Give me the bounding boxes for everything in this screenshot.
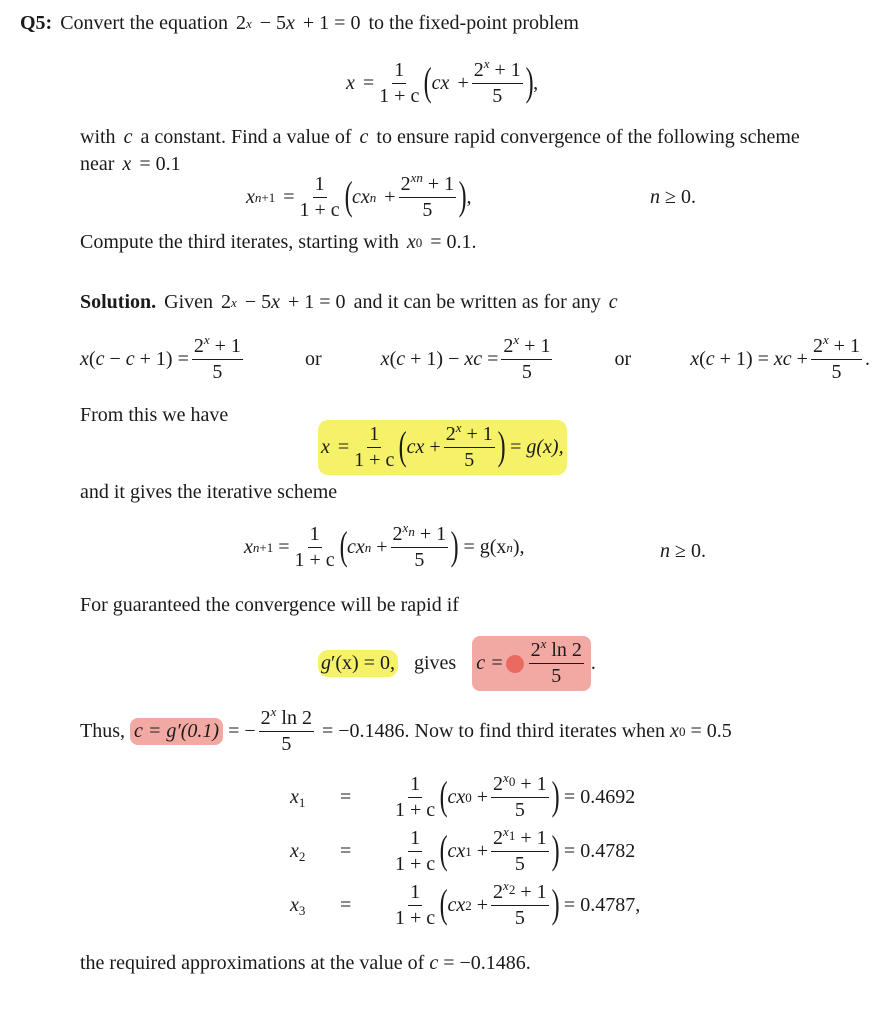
text: 2 bbox=[503, 335, 514, 357]
text: 1 + c bbox=[299, 199, 340, 221]
text: 1 bbox=[408, 826, 422, 852]
text: + 1 bbox=[524, 335, 551, 357]
text: x bbox=[483, 56, 490, 71]
text: + 1 bbox=[494, 59, 521, 81]
text: c bbox=[431, 72, 441, 94]
text: x bbox=[406, 231, 416, 253]
text: + 1 = 0 bbox=[288, 291, 346, 313]
text: 1 + c bbox=[294, 549, 335, 571]
c-value-line: Thus, c = g′(0.1) = − $\frac{2^x \ln 2}{5}$ = −0.1486. Now to find third iterates when x 0 = 0.5 bbox=[80, 704, 732, 755]
text: and it gives the iterative scheme bbox=[80, 481, 338, 503]
text: a constant. Find a value of bbox=[140, 126, 352, 148]
fraction bbox=[352, 422, 396, 473]
text: 1 bbox=[313, 172, 327, 198]
text: − bbox=[244, 720, 256, 742]
text: 5 bbox=[414, 549, 425, 571]
text: 5 bbox=[551, 665, 562, 687]
fraction bbox=[298, 172, 342, 223]
fraction bbox=[399, 172, 457, 223]
text: with bbox=[80, 126, 116, 148]
text: 1 + c bbox=[379, 85, 420, 107]
text: = bbox=[337, 436, 350, 458]
solution-label: Solution. bbox=[80, 291, 157, 313]
text: (x) = 0, bbox=[335, 652, 395, 674]
text: 5 bbox=[422, 199, 433, 221]
text: 2 bbox=[530, 639, 541, 661]
text: 1 bbox=[408, 772, 422, 798]
text: 1 + c bbox=[395, 907, 436, 929]
text: c bbox=[429, 952, 439, 974]
text: 2 bbox=[473, 59, 484, 81]
text: the required approximations at the value of bbox=[80, 952, 425, 974]
text-line: Compute the third iterates, starting with x 0 = 0.1. bbox=[80, 231, 477, 253]
n-condition: n ≥ 0. bbox=[660, 540, 706, 562]
text-line bbox=[80, 404, 228, 427]
rewritten-equations: x ( c − c + 1) = $\frac{2^x + 1}{5}$ or x ( c + 1) − xc = $\frac{2^x + 1}{5}$ or x ( c + 1) = xc + $\frac{2^x + 1}{5}$ . bbox=[80, 332, 870, 383]
text: g(x), bbox=[526, 436, 564, 458]
text: x bbox=[346, 72, 355, 94]
fraction: $\frac{2^x \ln 2}{5}$ bbox=[530, 636, 582, 687]
text: 1 + c bbox=[395, 853, 436, 875]
iterate-x2: $x_2$ = $\frac{1}{1 + c}$ ( cx 1 + $\frac{2^{x_1} + 1}{5}$ ) = 0.4782 bbox=[290, 824, 636, 875]
text: c = bbox=[476, 652, 504, 674]
text: ), bbox=[512, 536, 525, 558]
text: gives bbox=[413, 652, 457, 674]
iterative-scheme-g: x n+1 = $\frac{1}{1 + c}$ ( cx n + $\frac{2^{x_n} + 1}{5}$ ) = g(x n ), bbox=[244, 520, 525, 571]
text: + 1 bbox=[427, 173, 455, 195]
conclusion-line bbox=[80, 952, 531, 975]
n-condition bbox=[650, 186, 696, 209]
text: n bbox=[254, 189, 262, 205]
text: 1 bbox=[408, 880, 422, 906]
x1-value: = 0.4692 bbox=[563, 786, 636, 808]
text: and it can be written as for any bbox=[353, 291, 601, 313]
text: = 0.1. bbox=[430, 231, 477, 253]
text: 2 bbox=[400, 173, 411, 195]
text-line bbox=[80, 126, 800, 149]
text: 2 bbox=[221, 291, 232, 313]
text: c bbox=[123, 126, 133, 148]
text: 2 bbox=[235, 12, 246, 34]
text: 2 bbox=[260, 707, 271, 729]
fraction bbox=[293, 522, 337, 573]
text: Compute the third iterates, starting with bbox=[80, 231, 399, 253]
text: x bbox=[440, 72, 450, 94]
text: 2 bbox=[812, 335, 823, 357]
text: ln 2 bbox=[551, 639, 582, 661]
text: Convert the equation bbox=[60, 12, 228, 34]
text: 1 + c bbox=[395, 799, 436, 821]
text: For guaranteed the convergence will be rapid if bbox=[80, 594, 459, 616]
fraction bbox=[377, 58, 421, 109]
text: = bbox=[283, 186, 295, 208]
text: − 5 bbox=[259, 12, 287, 34]
text: c bbox=[359, 126, 369, 148]
text: x bbox=[245, 15, 252, 31]
text: 5 bbox=[514, 799, 525, 821]
text-line bbox=[80, 153, 181, 176]
text: x bbox=[286, 12, 295, 34]
text: 2 bbox=[445, 423, 456, 445]
fraction: $\frac{2^{x_n} + 1}{5}$ bbox=[392, 520, 447, 571]
question-label: Q5: bbox=[20, 12, 53, 34]
solution-intro bbox=[80, 291, 618, 314]
text: + 1 bbox=[833, 335, 860, 357]
x3-value: = 0.4787, bbox=[563, 894, 641, 916]
text: ln 2 bbox=[281, 707, 312, 729]
text: 2 bbox=[392, 523, 403, 545]
fraction: $\frac{2^x + 1}{5}$ bbox=[193, 332, 241, 383]
text: n bbox=[369, 189, 377, 205]
text: 1 bbox=[308, 522, 322, 548]
text: x bbox=[271, 291, 280, 313]
text: x bbox=[321, 436, 330, 458]
text: 5 bbox=[281, 733, 292, 755]
text: or bbox=[304, 348, 322, 370]
text: + bbox=[429, 436, 441, 458]
text: + 1 bbox=[214, 335, 241, 357]
fixed-point-equation: x = $\frac{1}{1 + c}$ ( c x + $\frac{2^x + 1}{5}$ ) , bbox=[346, 56, 539, 107]
text-line bbox=[80, 594, 459, 617]
text: x bbox=[246, 186, 255, 208]
text: 5 bbox=[492, 85, 503, 107]
fraction bbox=[472, 58, 523, 109]
text: or bbox=[614, 348, 632, 370]
fraction: $\frac{2^x + 1}{5}$ bbox=[503, 332, 551, 383]
text: = −0.1486. Now to find third iterates when bbox=[321, 720, 666, 742]
text: 1 bbox=[392, 58, 406, 84]
text: = 0.5 bbox=[690, 720, 732, 742]
text: c bbox=[608, 291, 618, 313]
fraction: $\frac{2^x + 1}{5}$ bbox=[445, 420, 493, 471]
text: Thus, bbox=[80, 720, 125, 742]
annotation-dot bbox=[506, 655, 524, 673]
text: 2 bbox=[193, 335, 204, 357]
text: Given bbox=[164, 291, 214, 313]
text: x bbox=[122, 153, 132, 175]
x2-value: = 0.4782 bbox=[563, 840, 636, 862]
text: 1 + c bbox=[354, 449, 395, 471]
text: 1 bbox=[367, 422, 381, 448]
text: n bbox=[650, 186, 660, 208]
iterate-x1: $x_1$ = $\frac{1}{1 + c}$ ( cx 0 + $\frac{2^{x_0} + 1}{5}$ ) = 0.4692 bbox=[290, 770, 636, 821]
text: = bbox=[362, 72, 375, 94]
text: 5 bbox=[514, 907, 525, 929]
text: 5 bbox=[212, 361, 223, 383]
text: = g(x bbox=[463, 536, 507, 558]
text: 5 bbox=[831, 361, 842, 383]
text: to ensure rapid convergence of the following scheme bbox=[376, 126, 800, 148]
text: = 0.1 bbox=[139, 153, 181, 175]
text: c = g′(0.1) bbox=[134, 720, 220, 742]
fraction: $\frac{2^x + 1}{5}$ bbox=[812, 332, 860, 383]
text: + 1 bbox=[466, 423, 493, 445]
text: From this we have bbox=[80, 404, 229, 426]
text: 5 bbox=[514, 853, 525, 875]
question-statement bbox=[20, 12, 579, 35]
text: x bbox=[231, 294, 237, 310]
text: c bbox=[352, 186, 361, 208]
text: + bbox=[457, 72, 469, 94]
iterate-x3: $x_3$ = $\frac{1}{1 + c}$ ( cx 2 + $\frac{2^{x_2} + 1}{5}$ ) = 0.4787, bbox=[290, 878, 641, 929]
text: + 1 = 0 bbox=[302, 12, 361, 34]
text: , bbox=[466, 186, 472, 208]
text: − 5 bbox=[244, 291, 272, 313]
text: = −0.1486. bbox=[443, 952, 531, 974]
text: x bbox=[410, 170, 417, 185]
text: + bbox=[384, 186, 396, 208]
text: to the fixed-point problem bbox=[368, 12, 579, 34]
text: n bbox=[416, 170, 423, 185]
text: near bbox=[80, 153, 115, 175]
fraction: $\frac{2^x \ln 2}{5}$ bbox=[260, 704, 312, 755]
text: ≥ 0. bbox=[675, 540, 706, 562]
text: + 1 bbox=[419, 523, 447, 545]
derivative-condition: g′(x) = 0, gives c = $\frac{2^x \ln 2}{5}$ . bbox=[318, 636, 596, 691]
text: = bbox=[510, 436, 522, 458]
highlighted-fixed-point: x = $\frac{1}{1 + c}$ ( cx + $\frac{2^x + 1}{5}$ ) = g(x), bbox=[318, 420, 567, 475]
text-line bbox=[80, 481, 337, 504]
text: x bbox=[360, 186, 370, 208]
text: , bbox=[533, 72, 539, 94]
iterative-scheme-equation: x n+1 = $\frac{1}{1 + c}$ ( c x n + $\frac{2^{xn} + 1}{5}$ ) , bbox=[246, 170, 472, 221]
text: ≥ 0. bbox=[665, 186, 696, 208]
text: . bbox=[590, 652, 596, 674]
text: 5 bbox=[521, 361, 532, 383]
text: 5 bbox=[464, 449, 475, 471]
text: . bbox=[865, 348, 870, 370]
